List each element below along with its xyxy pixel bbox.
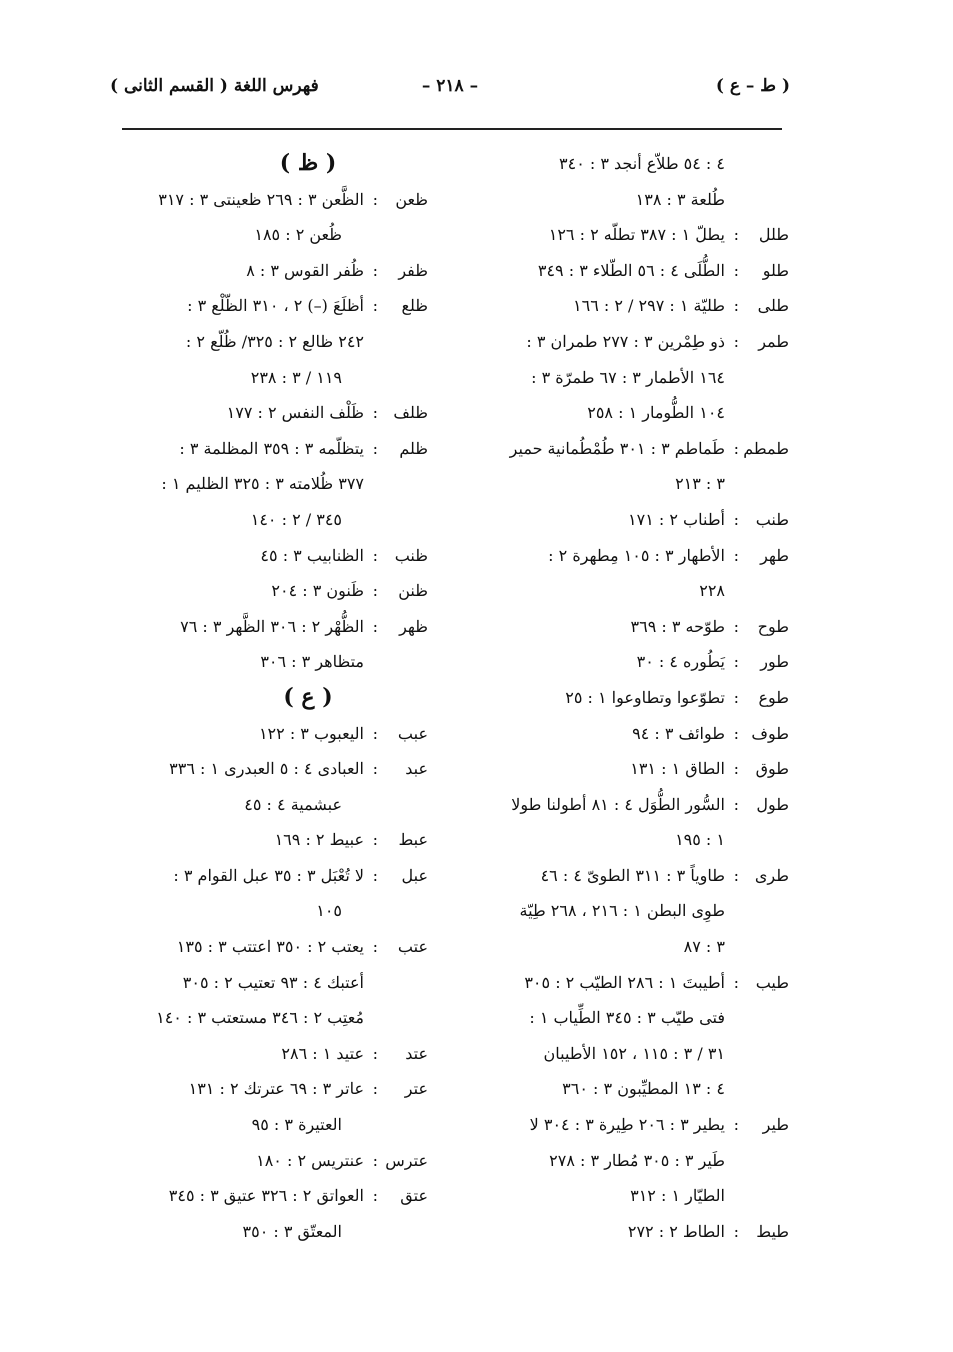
entry-continuation — [489, 893, 789, 929]
entry-separator: : — [733, 616, 739, 636]
index-entry — [489, 217, 789, 253]
entry-root: طوح — [757, 616, 789, 636]
index-entry — [489, 538, 789, 574]
entry-continuation — [128, 965, 428, 1001]
entry-root: طور — [760, 652, 789, 672]
entry-separator: : — [372, 438, 378, 458]
entry-root: عترس — [385, 1150, 428, 1170]
index-entry — [128, 1143, 428, 1179]
entry-continuation — [128, 1214, 428, 1250]
entry-separator: : — [733, 225, 739, 245]
entry-separator: : — [372, 296, 378, 316]
entry-continuation — [489, 466, 789, 502]
entry-separator: : — [733, 794, 739, 814]
entry-root: طلو — [762, 260, 789, 280]
entry-text: الطاط ٢ : ٢٧٢ — [627, 1221, 725, 1241]
entry-root: ظلم — [399, 438, 428, 458]
entry-continuation — [489, 182, 789, 218]
entry-separator: : — [733, 509, 739, 529]
entry-root: طير — [762, 1115, 789, 1135]
entry-root: طوف — [751, 723, 789, 743]
entry-separator: : — [733, 331, 739, 351]
entry-text: طَير ٣ : ٣٠٥ مُطار ٣ : ٢٧٨ — [549, 1150, 725, 1170]
entry-continuation — [128, 360, 428, 396]
entry-root: طوع — [758, 687, 789, 707]
entry-continuation — [489, 395, 789, 431]
index-entry — [128, 182, 428, 218]
header-rule — [122, 128, 782, 130]
entry-root: ظلف — [393, 403, 428, 423]
entry-text: فتى طيّب ٣ : ٣٤٥ الطِّياب ١ : — [529, 1008, 725, 1028]
entry-text: ٢٢٨ — [699, 581, 725, 601]
entry-text: ٢٤٢ ظالع ٢ : ٣٢٥/ ظُلّع ٢ : — [185, 331, 364, 351]
entry-text: ٣٤٥ / ٢ : ١٤٠ — [250, 509, 342, 529]
entry-separator: : — [372, 545, 378, 565]
entry-root: عبل — [401, 865, 428, 885]
entry-continuation — [489, 1071, 789, 1107]
entry-text: ٤ : ١٣ المطيِّبون ٣ : ٣٦٠ — [562, 1079, 725, 1099]
entry-separator: : — [733, 438, 739, 458]
entry-separator: : — [733, 1115, 739, 1135]
entry-root: طلى — [757, 296, 789, 316]
entry-text: ٣١ / ٣ : ١١٥ ، ١٥٢ الأطيبان — [543, 1043, 725, 1063]
entry-continuation — [128, 324, 428, 360]
entry-root: طلل — [758, 225, 789, 245]
entry-separator: : — [372, 937, 378, 957]
index-entry — [489, 716, 789, 752]
entry-separator: : — [733, 865, 739, 885]
page-number: – ٢١٨ – — [421, 76, 479, 96]
entry-continuation — [128, 466, 428, 502]
entry-text: يَطُوره ٤ : ٣٠ — [636, 652, 725, 672]
index-entry — [128, 1071, 428, 1107]
entry-text: طُلعة ٣ : ١٣٨ — [635, 189, 725, 209]
section-heading: ( ظ ) — [279, 150, 337, 176]
index-entry — [128, 751, 428, 787]
entry-continuation — [128, 1000, 428, 1036]
entry-separator: : — [733, 1221, 739, 1241]
entry-text: عبيط ٢ : ١٦٩ — [274, 830, 364, 850]
entry-separator: : — [733, 723, 739, 743]
entry-separator: : — [372, 723, 378, 743]
entry-text: مُعتِب ٢ : ٣٤٦ مستعتب ٣ : ١٤٠ — [156, 1008, 364, 1028]
entry-continuation — [489, 573, 789, 609]
index-entry — [128, 822, 428, 858]
entry-root: ظعن — [395, 189, 428, 209]
entry-root: ظهر — [399, 616, 428, 636]
entry-root: طوق — [755, 759, 789, 779]
entry-text: أظلَعَ (–) ٢ ، ٣١٠ الظّلْع ٣ : — [187, 296, 364, 316]
entry-root: ظفر — [398, 260, 428, 280]
entry-text: ٣ : ٢١٣ — [675, 474, 725, 494]
entry-text: المعتّق ٣ : ٣٥٠ — [242, 1221, 342, 1241]
entry-text: متظاهر ٣ : ٣٠٦ — [260, 652, 364, 672]
entry-continuation — [128, 1107, 428, 1143]
entry-text: طوائف ٣ : ٩٤ — [632, 723, 725, 743]
entry-root: ظلع — [401, 296, 428, 316]
index-entry — [489, 644, 789, 680]
entry-text: ظَنون ٣ : ٢٠٤ — [271, 581, 364, 601]
entry-continuation — [128, 644, 428, 680]
entry-text: يتظلّمه ٣ : ٣٥٩ المظلمة ٣ : — [179, 438, 364, 458]
entry-text: ١٠٥ — [316, 901, 342, 921]
entry-separator: : — [372, 1043, 378, 1063]
index-entry — [128, 538, 428, 574]
entry-continuation — [489, 1178, 789, 1214]
entry-separator: : — [372, 1150, 378, 1170]
index-entry — [489, 502, 789, 538]
entry-separator: : — [733, 652, 739, 672]
index-entry — [128, 609, 428, 645]
entry-root: عبط — [398, 830, 428, 850]
entry-root: طول — [756, 794, 789, 814]
entry-text: طليّة ١ : ٢٩٧ / ٢ : ١٦٦ — [573, 296, 725, 316]
entry-text: ١ : ١٩٥ — [675, 830, 725, 850]
entry-root: طمر — [758, 331, 789, 351]
page-header — [110, 76, 790, 106]
entry-text: أطناب ٢ : ١٧١ — [628, 509, 725, 529]
left-column — [128, 146, 428, 1249]
entry-text: عبشمية ٤ : ٤٥ — [244, 794, 342, 814]
entry-root: ظنن — [398, 581, 428, 601]
entry-separator: : — [372, 1079, 378, 1099]
entry-text: الأطهار ٣ : ١٠٥ مِطهرة ٢ : — [548, 545, 725, 565]
entry-continuation — [489, 146, 789, 182]
entry-separator: : — [372, 189, 378, 209]
index-entry — [128, 929, 428, 965]
entry-text: ١٠٤ الطُّومار ١ : ٢٥٨ — [587, 403, 725, 423]
entry-text: تطوّعوا وتطاوعوا ١ : ٢٥ — [565, 687, 725, 707]
entry-root: ظنب — [394, 545, 428, 565]
entry-text: الظنابيب ٣ : ٤٥ — [260, 545, 364, 565]
index-entry — [489, 858, 789, 894]
entry-text: الطُّلَى ٤ : ٥٦ الطّلاء ٣ : ٣٤٩ — [537, 260, 725, 280]
entry-text: ٣٧٧ ظُلامته ٣ : ٣٢٥ الظليم ١ : — [161, 474, 364, 494]
entry-text: أطيبتَ ١ : ٢٨٦ الطيّب ٢ : ٣٠٥ — [524, 972, 725, 992]
entry-root: طمطم — [743, 438, 789, 458]
entry-text: أعتبك ٤ : ٩٣ تعتيب ٢ : ٣٠٥ — [182, 972, 364, 992]
entry-text: ظُفر القوس ٣ : ٨ — [246, 260, 364, 280]
entry-continuation — [489, 822, 789, 858]
entry-text: لا تُعْبَل ٣ : ٣٥ عبل القوام ٣ : — [173, 865, 364, 885]
index-entry — [128, 1036, 428, 1072]
entry-text: الظُّهْر ٢ : ٣٠٦ الظَّهر ٣ : ٧٦ — [180, 616, 364, 636]
entry-separator: : — [733, 759, 739, 779]
index-entry — [489, 253, 789, 289]
entry-text: يعتب ٢ : ٣٥٠ اعتتب ٣ : ١٣٥ — [176, 937, 364, 957]
entry-text: طوّحه ٣ : ٣٦٩ — [630, 616, 725, 636]
right-column — [489, 146, 789, 1249]
entry-text: الظَّعن ٣ : ٢٦٩ ظعينتى ٣ : ٣١٧ — [158, 189, 364, 209]
entry-separator: : — [372, 1186, 378, 1206]
entry-separator: : — [372, 260, 378, 280]
entry-root: طنب — [755, 509, 789, 529]
entry-text: يطلّ ١ : ٣٨٧ تطلّه ٢ : ١٢٦ — [548, 225, 725, 245]
entry-text: ١١٩ / ٣ : ٢٣٨ — [250, 367, 342, 387]
entry-separator: : — [372, 865, 378, 885]
entry-root: عتق — [400, 1186, 428, 1206]
index-entry — [128, 431, 428, 467]
entry-continuation — [128, 502, 428, 538]
entry-text: يطير ٣ : ٢٠٦ طِيرة ٣ : ٣٠٤ لا — [529, 1115, 725, 1135]
entry-root: طرى — [754, 865, 789, 885]
entry-separator: : — [733, 260, 739, 280]
index-entry — [489, 288, 789, 324]
entry-separator: : — [733, 296, 739, 316]
entry-separator: : — [372, 403, 378, 423]
entry-text: ٣ : ٨٧ — [683, 937, 725, 957]
entry-separator: : — [733, 972, 739, 992]
entry-continuation — [128, 787, 428, 823]
entry-separator: : — [372, 759, 378, 779]
entry-text: السُّور الطُّوَل ٤ : ٨١ أطولنا طولا — [511, 794, 725, 814]
entry-root: عتب — [397, 937, 428, 957]
entry-root: طيط — [756, 1221, 789, 1241]
entry-text: العواتق ٢ : ٣٢٦ عتيق ٣ : ٣٤٥ — [168, 1186, 364, 1206]
index-entry — [489, 324, 789, 360]
entry-text: ظَلْف النفس ٢ : ١٧٧ — [226, 403, 364, 423]
entry-text: طوِى البطن ١ : ٢١٦ ، ٢٦٨ طِيّة — [519, 901, 725, 921]
entry-continuation — [489, 1143, 789, 1179]
entry-text: ١٦٤ الأطمار ٣ : ٦٧ طمرّة ٣ : — [531, 367, 725, 387]
index-entry — [489, 1214, 789, 1250]
entry-text: العبادى ٤ : ٥ العبدرى ١ : ٣٣٦ — [169, 759, 364, 779]
entry-continuation — [489, 360, 789, 396]
entry-continuation — [489, 1000, 789, 1036]
entry-separator: : — [733, 545, 739, 565]
entry-text: عنتريس ٢ : ١٨٠ — [256, 1150, 364, 1170]
index-entry — [128, 288, 428, 324]
index-entry — [489, 609, 789, 645]
entry-text: عاتر ٣ : ٦٩ عترتك ٢ : ١٣١ — [188, 1079, 364, 1099]
entry-separator: : — [733, 687, 739, 707]
entry-text: اليعبوب ٣ : ١٢٢ — [258, 723, 364, 743]
index-entry — [128, 253, 428, 289]
header-letters: ( ط – ع ) — [715, 76, 790, 96]
entry-root: عتد — [405, 1043, 428, 1063]
index-entry — [128, 716, 428, 752]
entry-continuation — [128, 217, 428, 253]
index-entry — [489, 680, 789, 716]
entry-text: عتيد ١ : ٢٨٦ — [281, 1043, 364, 1063]
entry-text: ذو طِمْرين ٣ : ٢٧٧ طمران ٣ : — [526, 331, 725, 351]
entry-text: ٤ : ٥٤ طلاّع أنجد ٣ : ٣٤٠ — [559, 154, 725, 173]
entry-root: عبد — [405, 759, 428, 779]
entry-text: طاوياً ٣ : ٣١١ الطوىّ ٤ : ٤٦ — [540, 865, 725, 885]
index-entry — [489, 431, 789, 467]
index-entry — [489, 751, 789, 787]
entry-text: الطاق ١ : ١٣١ — [630, 759, 725, 779]
entry-continuation — [489, 929, 789, 965]
entry-text: ظُعن ٢ : ١٨٥ — [254, 225, 342, 245]
index-entry — [128, 395, 428, 431]
entry-separator: : — [372, 581, 378, 601]
index-entry — [128, 1178, 428, 1214]
index-entry — [489, 1107, 789, 1143]
entry-continuation — [128, 893, 428, 929]
section-heading: ( ع ) — [283, 683, 333, 710]
entry-root: طهر — [760, 545, 789, 565]
index-entry — [489, 787, 789, 823]
entry-separator: : — [372, 616, 378, 636]
entry-text: الطيّار ١ : ٣١٢ — [630, 1186, 725, 1206]
entry-text: العتيرة ٣ : ٩٥ — [251, 1115, 342, 1135]
entry-text: طَماطم ٣ : ٣٠١ طُمْطُمانية حمير — [509, 438, 725, 458]
entry-root: عتر — [404, 1079, 428, 1099]
index-entry — [489, 965, 789, 1001]
entry-separator: : — [372, 830, 378, 850]
entry-continuation — [489, 1036, 789, 1072]
entry-root: طيب — [755, 972, 789, 992]
index-entry — [128, 858, 428, 894]
index-entry — [128, 573, 428, 609]
entry-root: عبب — [397, 723, 428, 743]
header-title: فهرس اللغة ( القسم الثانى ) — [110, 76, 319, 96]
